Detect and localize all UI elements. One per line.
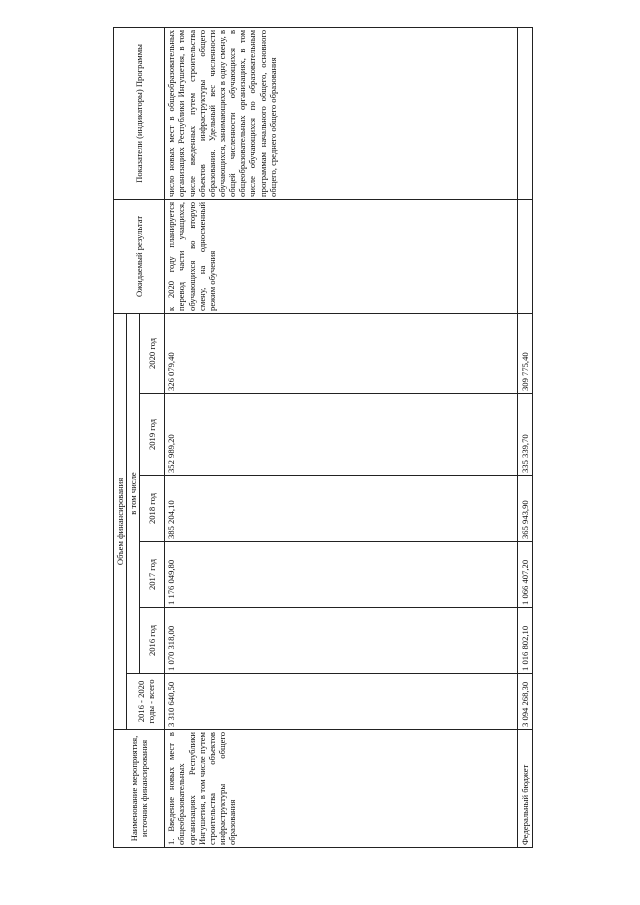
header-row-1 — [114, 27, 127, 847]
header-2020: 2020 год — [140, 313, 165, 393]
row-2019: 335 339,70 — [518, 394, 533, 476]
row-result: к 2020 году планируется перевод части учащихся, обучающихся во вторую смену, на односменный режим обучения — [165, 199, 518, 313]
row-total: 3 310 640,50 — [165, 674, 518, 730]
header-2018: 2018 год — [140, 476, 165, 542]
row-2017: 1 176 049,80 — [165, 542, 518, 608]
header-in-that-number: в том числе — [127, 313, 140, 673]
rotated-table-wrapper — [113, 28, 553, 848]
row-2018: 385 204,10 — [165, 476, 518, 542]
row-total: 3 094 268,30 — [518, 674, 533, 730]
header-2016: 2016 год — [140, 608, 165, 674]
row-2020: 326 079,40 — [165, 313, 518, 393]
header-2019: 2019 год — [140, 394, 165, 476]
table-row — [165, 27, 518, 847]
row-indicator — [518, 27, 533, 199]
row-result — [518, 199, 533, 313]
row-2016: 1 016 802,10 — [518, 608, 533, 674]
row-2019: 352 989,20 — [165, 394, 518, 476]
header-funding-group: Объем финансирования — [114, 313, 127, 729]
table-row — [518, 27, 533, 847]
row-name: Федеральный бюджет — [518, 730, 533, 848]
row-2016: 1 070 318,00 — [165, 608, 518, 674]
header-indicators: Показатели (индикаторы) Программы — [114, 27, 165, 199]
header-expected-result: Ожидаемый результат — [114, 199, 165, 313]
row-name: 1. Введение новых мест в общеобразовательных организациях Республики Ингушетия, в том числе путем строительства объектов инфраструктуры общего образования — [165, 730, 518, 848]
row-indicator: число новых мест в общеобразовательных организациях Республики Ингушетия, в том числе введенных путем строительства объектов инфраструктуры общего образования. Удельный вес численности обучающихся, занимающихся в одну смену, в общей численности обучающихся в общеобразовательных организациях, в том числе обучающихся по образовательным программам начального общего, основного общего, среднего общего образования — [165, 27, 518, 199]
funding-table — [113, 27, 533, 848]
header-2017: 2017 год — [140, 542, 165, 608]
header-name: Наименование мероприятия, источник финансирования — [114, 730, 165, 848]
header-total-period: 2016 - 2020 годы - всего — [127, 674, 165, 730]
row-2020: 309 775,40 — [518, 313, 533, 393]
row-2017: 1 066 407,20 — [518, 542, 533, 608]
row-2018: 365 943,90 — [518, 476, 533, 542]
